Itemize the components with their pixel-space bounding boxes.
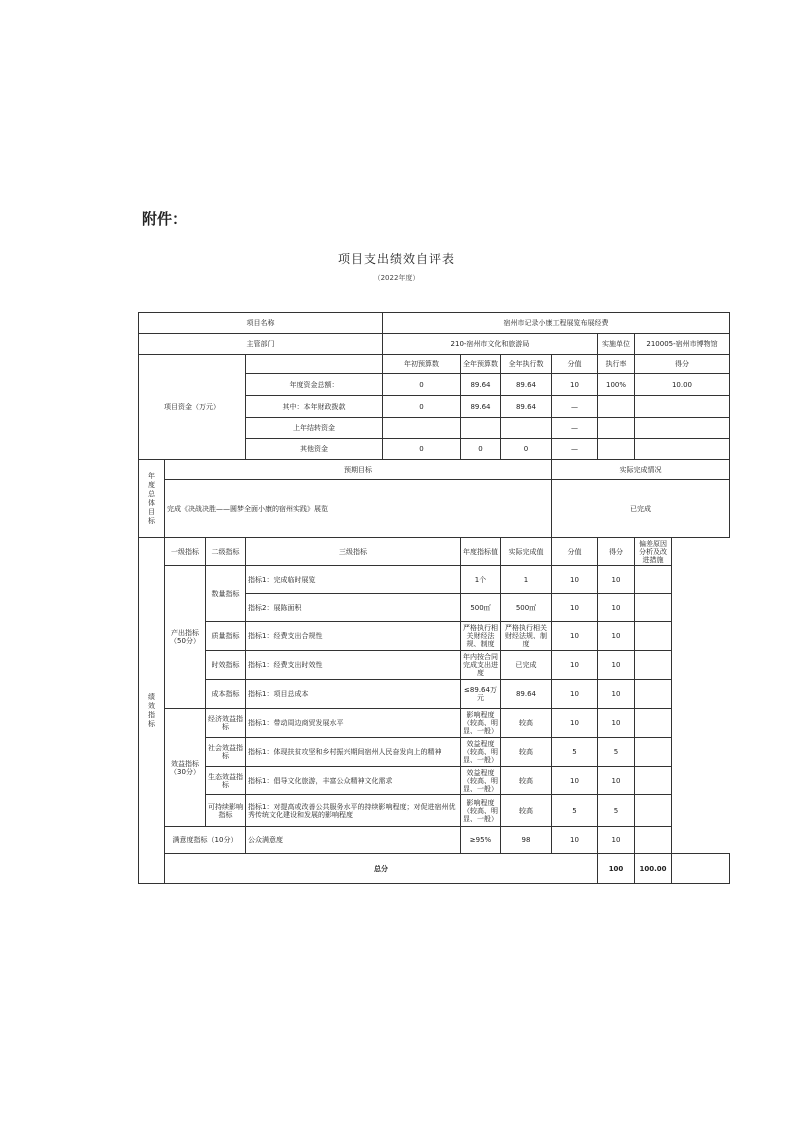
perf-weight: 10 (552, 594, 598, 622)
fund-row-label: 其中：本年财政拨款 (246, 396, 383, 418)
impl-value: 210005-宿州市博物馆 (635, 334, 730, 355)
fund-row-weight: — (552, 418, 598, 439)
perf-note (635, 795, 672, 827)
perf-header-target: 年度指标值 (461, 538, 501, 566)
perf-score: 10 (598, 827, 635, 854)
perf-note (635, 651, 672, 680)
perf-target: ≤89.64万元 (461, 680, 501, 709)
perf-note (635, 738, 672, 767)
perf-l3: 指标1：完成临时展览 (246, 566, 461, 594)
impl-label: 实施单位 (598, 334, 635, 355)
perf-l3: 指标1：经费支出时效性 (246, 651, 461, 680)
fund-row-score (635, 418, 730, 439)
fund-row-weight: — (552, 439, 598, 460)
perf-note (635, 566, 672, 594)
fund-row-weight: — (552, 396, 598, 418)
goal-expected: 完成《决战决胜——圆梦全面小康的宿州实践》展览 (165, 480, 552, 538)
perf-target: 严格执行相关财经法规、制度 (461, 622, 501, 651)
total-weight: 100 (598, 854, 635, 884)
perf-header-l1: 一级指标 (165, 538, 206, 566)
perf-weight: 10 (552, 622, 598, 651)
perf-target: 1个 (461, 566, 501, 594)
perf-score: 10 (598, 622, 635, 651)
perf-l2: 数量指标 (206, 566, 246, 622)
perf-actual: 98 (501, 827, 552, 854)
goal-actual: 已完成 (552, 480, 730, 538)
fund-row-annual (461, 418, 501, 439)
perf-header-l3: 三级指标 (246, 538, 461, 566)
funds-header-exec: 全年执行数 (501, 355, 552, 374)
fund-row-annual: 89.64 (461, 374, 501, 396)
perf-score: 10 (598, 566, 635, 594)
perf-score: 5 (598, 738, 635, 767)
perf-header-note: 偏差原因分析及改进措施 (635, 538, 672, 566)
fund-row-rate (598, 418, 635, 439)
perf-l2: 经济效益指标 (206, 709, 246, 738)
fund-row-label: 年度资金总额： (246, 374, 383, 396)
page-title: 项目支出绩效自评表 (337, 252, 455, 266)
perf-note (635, 594, 672, 622)
fund-row-score (635, 439, 730, 460)
dept-label: 主管部门 (139, 334, 383, 355)
fund-row-label: 其他资金 (246, 439, 383, 460)
funds-header-blank (246, 355, 383, 374)
perf-l3: 公众满意度 (246, 827, 461, 854)
perf-target: ≥95% (461, 827, 501, 854)
perf-target: 效益程度（较高、明显、一般） (461, 738, 501, 767)
dept-value: 210-宿州市文化和旅游局 (383, 334, 598, 355)
perf-l2: 时效指标 (206, 651, 246, 680)
perf-l3: 指标1：带动周边商贸发展水平 (246, 709, 461, 738)
fund-row-init: 0 (383, 374, 461, 396)
fund-row-exec: 0 (501, 439, 552, 460)
funds-header-init: 年初预算数 (383, 355, 461, 374)
perf-note (635, 827, 672, 854)
perf-actual: 较高 (501, 738, 552, 767)
perf-note (635, 680, 672, 709)
perf-actual: 500㎡ (501, 594, 552, 622)
attachment-label: 附件： (142, 210, 188, 228)
fund-row-rate (598, 396, 635, 418)
perf-actual: 严格执行相关财经法规、制度 (501, 622, 552, 651)
perf-weight: 5 (552, 795, 598, 827)
performance-table (138, 312, 730, 884)
perf-actual: 1 (501, 566, 552, 594)
fund-row-annual: 0 (461, 439, 501, 460)
perf-weight: 10 (552, 651, 598, 680)
fund-row-exec: 89.64 (501, 396, 552, 418)
perf-target: 影响程度（较高、明显、一般） (461, 795, 501, 827)
satisfaction-indicator-label: 满意度指标（10分） (165, 827, 246, 854)
perf-note (635, 622, 672, 651)
fund-row-init: 0 (383, 396, 461, 418)
perf-l2: 质量指标 (206, 622, 246, 651)
perf-target: 年内按合同完成支出进度 (461, 651, 501, 680)
perf-score: 10 (598, 651, 635, 680)
perf-target: 500㎡ (461, 594, 501, 622)
perf-l3: 指标1：项目总成本 (246, 680, 461, 709)
benefit-indicator-label: 效益指标（30分） (165, 709, 206, 827)
total-score: 100.00 (635, 854, 672, 884)
fund-row-label: 上年结转资金 (246, 418, 383, 439)
perf-side-label: 绩效指标 (139, 538, 165, 884)
goal-actual-header: 实际完成情况 (552, 460, 730, 480)
year-label: （2022年度） (373, 274, 420, 282)
perf-score: 5 (598, 795, 635, 827)
perf-l3: 指标1：体现扶贫攻坚和乡村振兴期间宿州人民奋发向上的精神 (246, 738, 461, 767)
funds-header-annual: 全年预算数 (461, 355, 501, 374)
funds-label: 项目资金（万元） (139, 355, 246, 460)
funds-header-score: 得分 (635, 355, 730, 374)
perf-l2: 社会效益指标 (206, 738, 246, 767)
perf-weight: 10 (552, 680, 598, 709)
perf-actual: 已完成 (501, 651, 552, 680)
perf-header-actual: 实际完成值 (501, 538, 552, 566)
perf-header-weight: 分值 (552, 538, 598, 566)
output-indicator-label: 产出指标（50分） (165, 566, 206, 709)
perf-l3: 指标1：经费支出合规性 (246, 622, 461, 651)
fund-row-weight: 10 (552, 374, 598, 396)
perf-score: 10 (598, 594, 635, 622)
perf-header-l2: 二级指标 (206, 538, 246, 566)
fund-row-exec (501, 418, 552, 439)
perf-weight: 5 (552, 738, 598, 767)
total-label: 总分 (165, 854, 598, 884)
perf-score: 10 (598, 680, 635, 709)
perf-header-score: 得分 (598, 538, 635, 566)
funds-header-rate: 执行率 (598, 355, 635, 374)
project-name-value: 宿州市记录小康工程展览布展经费 (383, 313, 730, 334)
total-note (672, 854, 730, 884)
perf-actual: 较高 (501, 709, 552, 738)
perf-target: 效益程度（较高、明显、一般） (461, 767, 501, 795)
perf-score: 10 (598, 767, 635, 795)
project-name-label: 项目名称 (139, 313, 383, 334)
perf-note (635, 709, 672, 738)
perf-weight: 10 (552, 827, 598, 854)
perf-weight: 10 (552, 566, 598, 594)
perf-score: 10 (598, 709, 635, 738)
fund-row-score: 10.00 (635, 374, 730, 396)
perf-l2: 成本指标 (206, 680, 246, 709)
fund-row-init: 0 (383, 439, 461, 460)
fund-row-exec: 89.64 (501, 374, 552, 396)
perf-l3: 指标1：对提高或改善公共服务水平的持续影响程度；对促进宿州优秀传统文化建设和发展的影响程度 (246, 795, 461, 827)
funds-header-weight: 分值 (552, 355, 598, 374)
fund-row-rate: 100% (598, 374, 635, 396)
fund-row-rate (598, 439, 635, 460)
goal-expected-header: 预期目标 (165, 460, 552, 480)
perf-actual: 较高 (501, 795, 552, 827)
perf-l3: 指标2：展陈面积 (246, 594, 461, 622)
perf-weight: 10 (552, 767, 598, 795)
perf-l2: 生态效益指标 (206, 767, 246, 795)
perf-target: 影响程度（较高、明显、一般） (461, 709, 501, 738)
fund-row-score (635, 396, 730, 418)
perf-weight: 10 (552, 709, 598, 738)
goal-side-label: 年度总体目标 (139, 460, 165, 538)
perf-l3: 指标1：倡导文化旅游，丰富公众精神文化需求 (246, 767, 461, 795)
fund-row-init (383, 418, 461, 439)
perf-actual: 较高 (501, 767, 552, 795)
fund-row-annual: 89.64 (461, 396, 501, 418)
perf-note (635, 767, 672, 795)
perf-actual: 89.64 (501, 680, 552, 709)
perf-l2: 可持续影响指标 (206, 795, 246, 827)
